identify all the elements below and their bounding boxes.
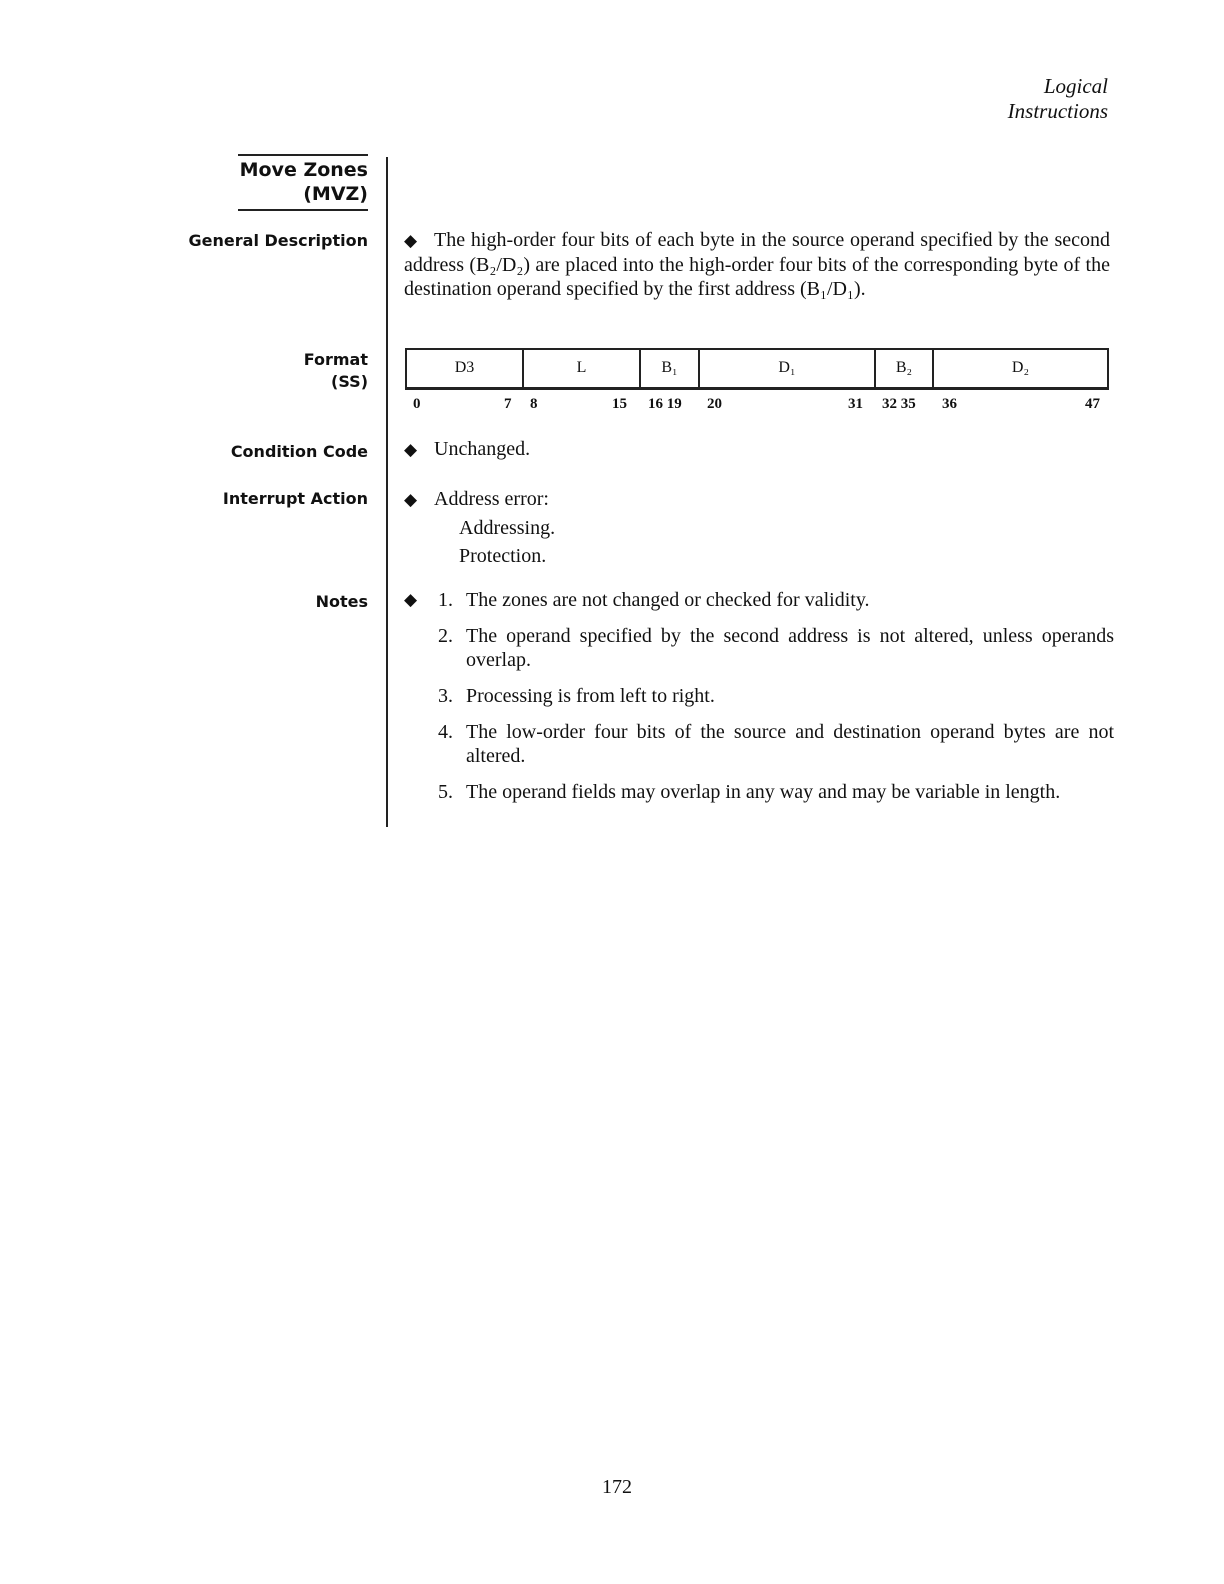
label-format [304, 349, 368, 393]
note-number: 1. [438, 589, 453, 611]
note-number: 3. [438, 685, 453, 707]
running-head [1008, 74, 1108, 124]
section-title [238, 154, 368, 211]
bullet-icon: ◆ [404, 490, 418, 509]
note-text: The low-order four bits of the source and destination operand bytes are not altered. [466, 721, 1114, 767]
condition-code [404, 437, 530, 462]
label-condition-code: Condition Code [230, 442, 368, 461]
note-item [404, 684, 1114, 708]
running-head-line2: Instructions [1007, 99, 1108, 123]
bullet-icon: ◆ [404, 590, 418, 609]
note-item [404, 720, 1114, 768]
bit-label: 32 35 [882, 396, 916, 412]
bit-label: 36 [942, 396, 957, 412]
note-item [404, 588, 1114, 612]
note-text: Processing is from left to right. [466, 685, 715, 707]
bit-label: 16 19 [648, 396, 682, 412]
note-number: 4. [438, 721, 453, 743]
format-field-d1: D₁ [700, 350, 876, 387]
general-description [404, 228, 1110, 301]
interrupt-action-heading: Address error: [434, 488, 549, 510]
running-head-line1: Logical [1043, 74, 1108, 98]
bit-label: 15 [612, 396, 627, 412]
bit-label: 47 [1085, 396, 1100, 412]
label-notes: Notes [315, 592, 368, 611]
notes-list [404, 588, 1114, 816]
general-description-text: The high-order four bits of each byte in the source operand specified by the second address (B₂/D₂) are placed into the high-order four bits of the corresponding byte of the destination operand specified by the first address (B₁/D₁). [404, 229, 1110, 300]
column-divider [386, 157, 388, 827]
note-item [404, 780, 1114, 804]
format-field-b1: B₁ [641, 350, 700, 387]
page-number: 172 [602, 1476, 632, 1498]
note-text: The operand fields may overlap in any way and may be variable in length. [466, 781, 1061, 803]
interrupt-action [404, 485, 555, 570]
note-number: 5. [438, 781, 453, 803]
interrupt-action-item: Addressing. [459, 517, 556, 539]
section-title-line1: Move Zones [239, 159, 368, 181]
instruction-format-diagram [405, 348, 1109, 390]
label-format-line1: Format [303, 350, 368, 369]
note-item [404, 624, 1114, 672]
section-title-line2: (MVZ) [303, 183, 368, 205]
label-interrupt-action: Interrupt Action [222, 489, 368, 508]
condition-code-text: Unchanged. [434, 438, 531, 460]
bit-label: 31 [848, 396, 863, 412]
format-field-b2: B₂ [876, 350, 934, 387]
interrupt-action-item: Protection. [459, 545, 547, 567]
format-field-d3: D3 [407, 350, 524, 387]
bit-label: 7 [504, 396, 512, 412]
note-text: The operand specified by the second address is not altered, unless operands overlap. [466, 625, 1114, 671]
label-general-description: General Description [188, 231, 368, 250]
bullet-icon: ◆ [404, 440, 418, 459]
note-number: 2. [438, 625, 453, 647]
label-format-line2: (SS) [331, 372, 368, 391]
bit-label: 20 [707, 396, 722, 412]
bit-label: 0 [413, 396, 421, 412]
format-field-l: L [524, 350, 641, 387]
format-field-d2: D₂ [1011, 359, 1030, 376]
bullet-icon: ◆ [404, 231, 418, 250]
bit-label: 8 [530, 396, 538, 412]
note-text: The zones are not changed or checked for validity. [466, 589, 870, 611]
